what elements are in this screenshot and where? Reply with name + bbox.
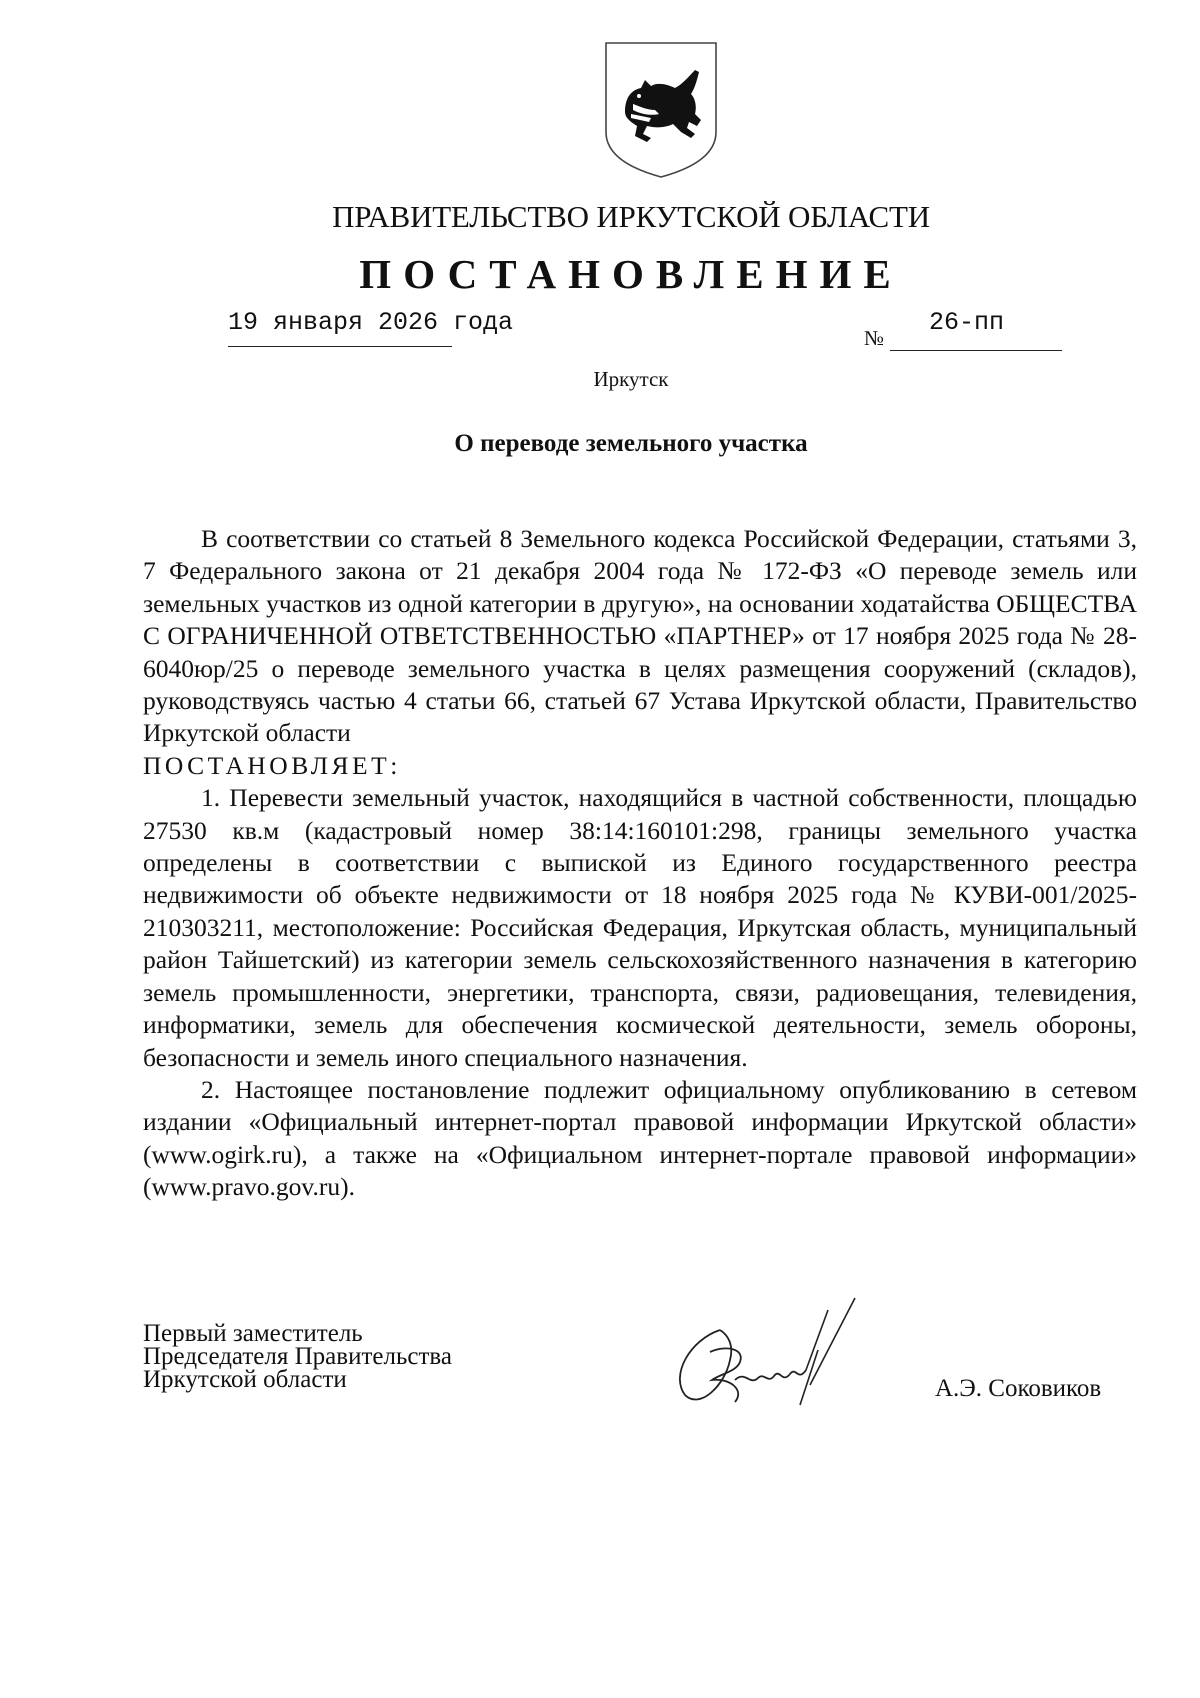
item-2-paragraph: 2. Настоящее постановление подлежит официальному опубликованию в сетевом издании «Официальный интернет-портал правовой информации Иркутской области» (www.ogirk.ru), а также на «Официальном интернет-портале правовой информации» (www.pravo.gov.ru). — [143, 1074, 1137, 1202]
number-underline — [890, 350, 1062, 351]
number-sign: № — [864, 326, 885, 350]
coat-of-arms-icon — [603, 40, 719, 180]
position-line-1: Первый заместитель — [143, 1320, 363, 1347]
document-type: ПОСТАНОВЛЕНИЕ — [359, 251, 903, 297]
document-body — [143, 523, 1137, 1204]
preamble-paragraph: В соответствии со статьей 8 Земельного кодекса Российской Федерации, статьями 3, 7 Федерального закона от 21 декабря 2004 года № 172-ФЗ «О переводе земель или земельных участков из одной категории в другую», на основании ходатайства ОБЩЕСТВА С ОГРАНИЧЕННОЙ ОТВЕТСТВЕННОСТЬЮ «ПАРТНЕР» от 17 ноября 2025 года № 28-6040юр/25 о переводе земельного участка в целях размещения сооружений (складов), руководствуясь частью 4 статьи 66, статьей 67 Устава Иркутской области, Правительство Иркутской области — [143, 524, 1137, 748]
document-date-field — [228, 308, 514, 348]
item-1-paragraph: 1. Перевести земельный участок, находящийся в частной собственности, площадью 27530 кв.м (кадастровый номер 38:14:160101:298, границы земельного участка определены в соответствии с выпиской из Единого государственного реестра недвижимости об объекте недвижимости от 18 ноября 2025 года № КУВИ-001/2025-210303211, местоположение: Российская Федерация, Иркутская область, муниципальный район Тайшетский) из категории земель сельскохозяйственного назначения в категорию земель промышленности, энергетики, транспорта, связи, радиовещания, телевидения, информатики, земель для обеспечения космической деятельности, земель обороны, безопасности и земель иного специального назначения. — [143, 783, 1137, 1072]
government-name: ПРАВИТЕЛЬСТВО ИРКУТСКОЙ ОБЛАСТИ — [332, 199, 930, 234]
date-underline — [228, 346, 452, 347]
resolves-heading: ПОСТАНОВЛЯЕТ: — [143, 750, 401, 780]
handwritten-signature-icon — [650, 1290, 880, 1430]
signatory-position — [143, 1322, 452, 1391]
signatory-name: А.Э. Соковиков — [935, 1375, 1102, 1402]
city-name: Иркутск — [593, 367, 669, 391]
document-number-field — [864, 308, 1064, 354]
document-title: О переводе земельного участка — [454, 430, 808, 457]
position-line-2: Председателя Правительства — [143, 1343, 452, 1370]
document-date: 19 января 2026 года — [228, 308, 514, 337]
document-number: 26-пп — [929, 308, 1005, 337]
position-line-3: Иркутской области — [143, 1366, 347, 1393]
